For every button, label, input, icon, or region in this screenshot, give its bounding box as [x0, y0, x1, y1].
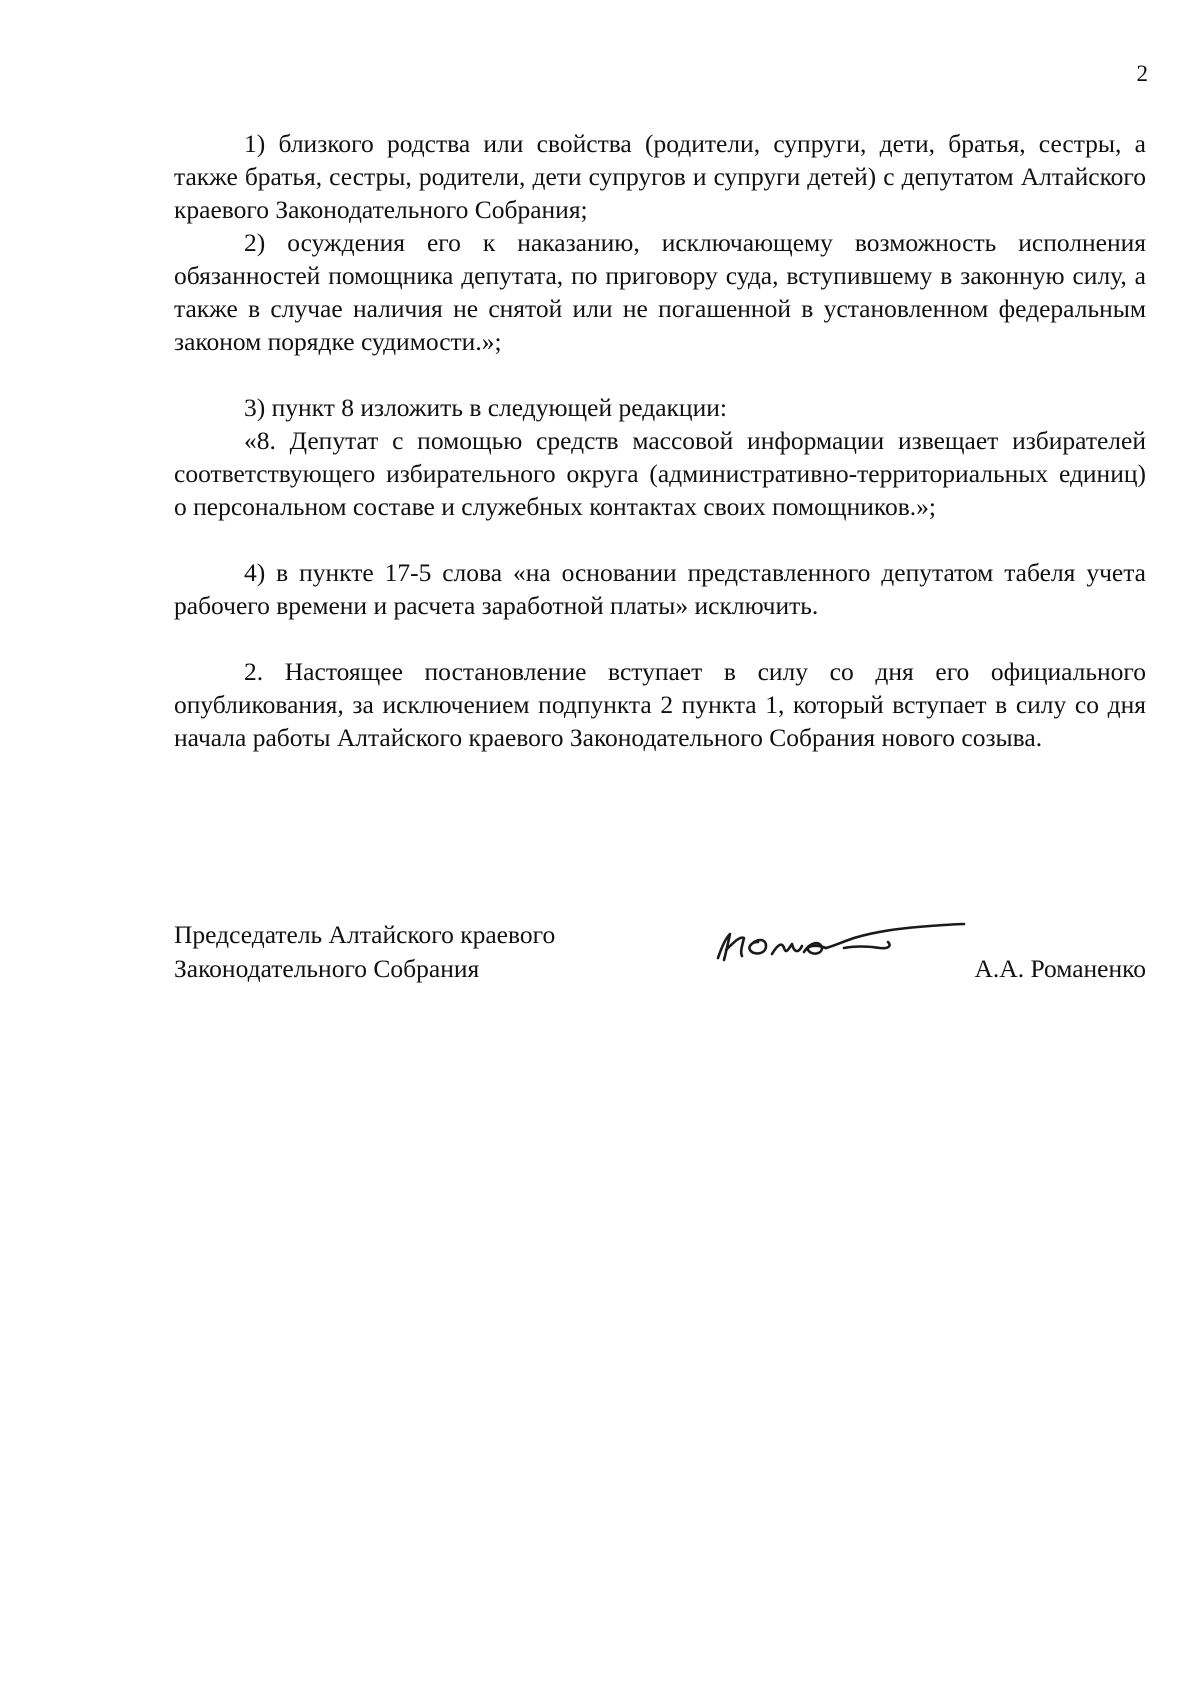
signer-title-line-1: Председатель Алтайского краевого [174, 920, 556, 949]
document-body [174, 127, 1146, 754]
page-number: 2 [1136, 61, 1148, 86]
signer-title [174, 918, 555, 986]
paragraph-item-3: 3) пункт 8 изложить в следующей редакции: [244, 393, 727, 422]
signature-block [174, 918, 1146, 998]
paragraph-subitem-2: 2) осуждения его к наказанию, исключающему возможность исполнения обязанностей помощника депутата, по приговору суда, вступившему в законную силу, а также в случае наличия не снятой или не погашенной в установленном федеральным законом порядке судимости.»; [174, 228, 1146, 356]
paragraph-section-2: 2. Настоящее постановление вступает в силу со дня его официального опубликования, за исключением подпункта 2 пункта 1, который вступает в силу со дня начала работы Алтайского краевого Законодательного Собрания нового созыва. [174, 657, 1146, 752]
handwritten-signature [704, 908, 974, 978]
paragraph-item-4: 4) в пункте 17-5 слова «на основании представленного депутатом табеля учета рабочего времени и расчета заработной платы» исключить. [174, 558, 1146, 620]
signer-name: А.А. Романенко [974, 954, 1146, 983]
paragraph-subitem-1: 1) близкого родства или свойства (родители, супруги, дети, братья, сестры, а также братья, сестры, родители, дети супругов и супруги детей) с депутатом Алтайского краевого Законодательного Собрания; [174, 129, 1146, 224]
signer-title-line-2: Законодательного Собрания [174, 954, 480, 983]
paragraph-item-8-text: «8. Депутат с помощью средств массовой информации извещает избирателей соответствующего избирательного округа (административно-территориальных единиц) о персональном составе и служебных контактах своих помощников.»; [174, 426, 1146, 521]
